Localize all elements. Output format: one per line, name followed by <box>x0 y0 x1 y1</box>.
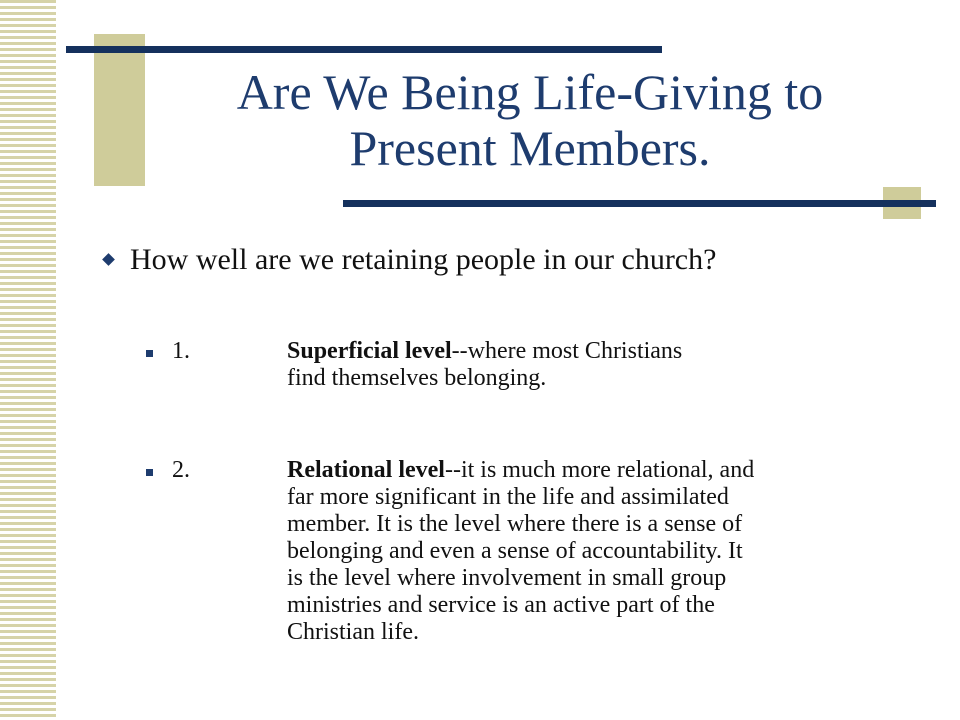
title-decoration-box-left <box>94 34 145 186</box>
diamond-bullet-icon <box>102 253 115 266</box>
item-line: Christian life. <box>287 619 419 645</box>
item-first-line <box>287 338 927 365</box>
item-first-line <box>287 457 927 484</box>
item-line: ministries and service is an active part of the <box>287 592 715 618</box>
item-line: member. It is the level where there is a sense of <box>287 511 743 537</box>
slide-title <box>150 64 910 176</box>
title-line-2: Present Members. <box>349 120 711 176</box>
main-bullet-text: How well are we retaining people in our church? <box>130 243 717 276</box>
square-bullet-icon <box>146 469 153 476</box>
item-first-text: --it is much more relational, and <box>444 457 755 483</box>
item-line: is the level where involvement in small group <box>287 565 727 591</box>
item-body <box>287 457 927 646</box>
item-number: 2. <box>172 457 190 483</box>
item-term: Superficial level <box>287 338 452 364</box>
title-rule-top <box>66 46 662 53</box>
item-line: far more significant in the life and assimilated <box>287 484 729 510</box>
item-term: Relational level <box>287 457 445 483</box>
striped-side-border <box>0 0 56 720</box>
item-line: find themselves belonging. <box>287 365 547 391</box>
square-bullet-icon <box>146 350 153 357</box>
item-line: belonging and even a sense of accountability. It <box>287 538 743 564</box>
title-line-1: Are We Being Life-Giving to <box>236 64 824 120</box>
title-rule-bottom <box>343 200 936 207</box>
item-body <box>287 338 927 392</box>
item-first-text: --where most Christians <box>451 338 683 364</box>
item-number: 1. <box>172 338 190 364</box>
